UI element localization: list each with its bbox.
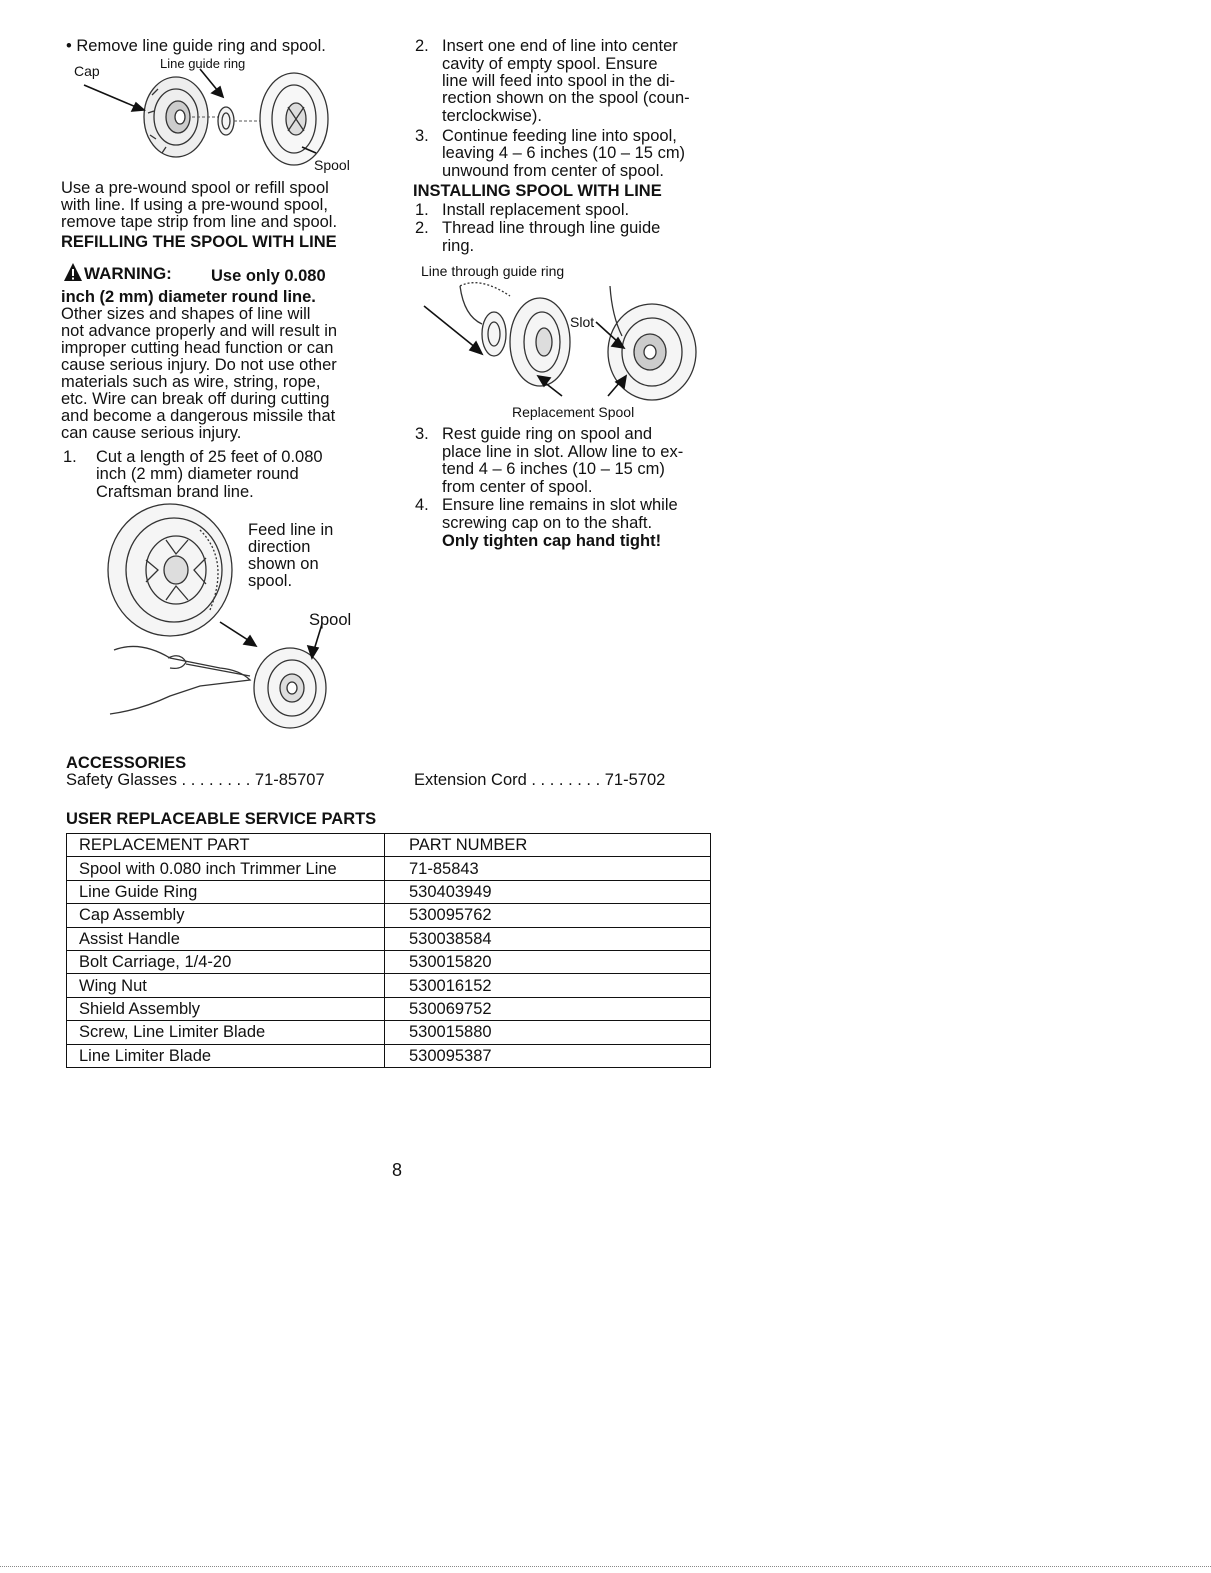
warning-body-line: can cause serious injury.	[61, 424, 242, 442]
install-step3-number: 3.	[415, 425, 429, 443]
step1-line-1: Cut a length of 25 feet of 0.080	[96, 448, 323, 466]
parts-table	[66, 833, 711, 1068]
accessory-safety-glasses: Safety Glasses . . . . . . . . 71-85707	[66, 771, 325, 789]
step2-line: rection shown on the spool (coun-	[442, 89, 690, 107]
warning-body-line: and become a dangerous missile that	[61, 407, 336, 425]
page-number: 8	[392, 1160, 403, 1180]
part-name: Line Guide Ring	[67, 880, 385, 903]
small-spool-illustration	[254, 648, 326, 728]
table-row	[67, 974, 711, 997]
fig3-label-replacement-spool: Replacement Spool	[512, 404, 635, 420]
accessories-heading: ACCESSORIES	[66, 754, 187, 772]
spool-illustration	[260, 73, 328, 165]
step3-line: leaving 4 – 6 inches (10 – 15 cm)	[442, 144, 686, 162]
table-row	[67, 1021, 711, 1044]
warning-body-line: not advance properly and will result in	[61, 322, 338, 340]
warning-triangle-icon	[63, 262, 83, 282]
part-number: 530015820	[385, 950, 711, 973]
install-step4-line: screwing cap on to the shaft.	[442, 514, 653, 532]
bullet-instruction: • Remove line guide ring and spool.	[66, 37, 326, 55]
step1-number: 1.	[63, 448, 77, 466]
part-name: Line Limiter Blade	[67, 1044, 385, 1067]
fig2-label-spool: Spool	[309, 611, 352, 629]
figure-replacement-spool	[420, 276, 720, 406]
install-step2-line: ring.	[442, 237, 475, 255]
parts-heading: USER REPLACEABLE SERVICE PARTS	[66, 810, 377, 828]
step2-line: Insert one end of line into center	[442, 37, 678, 55]
table-row	[67, 904, 711, 927]
step2-line: cavity of empty spool. Ensure	[442, 55, 658, 73]
warning-bold-second: inch (2 mm) diameter round line.	[61, 288, 316, 306]
install-step3-line: tend 4 – 6 inches (10 – 15 cm)	[442, 460, 665, 478]
guide-ring-spool-illustration	[460, 283, 570, 386]
install-step2-number: 2.	[415, 219, 429, 237]
install-step3-line: Rest guide ring on spool and	[442, 425, 653, 443]
step3-line: Continue feeding line into spool,	[442, 127, 677, 145]
table-row	[67, 927, 711, 950]
step1-line-2: inch (2 mm) diameter round	[96, 465, 299, 483]
install-step1-number: 1.	[415, 201, 429, 219]
fig3-label-line-through: Line through guide ring	[421, 263, 565, 279]
part-number: 530069752	[385, 997, 711, 1020]
warning-body-line: etc. Wire can break off during cutting	[61, 390, 330, 408]
install-step1-text: Install replacement spool.	[442, 201, 630, 219]
warning-body-line: cause serious injury. Do not use other	[61, 356, 337, 374]
step2-line: terclockwise).	[442, 107, 542, 125]
install-step4-number: 4.	[415, 496, 429, 514]
warning-body-line: improper cutting head function or can	[61, 339, 334, 357]
column-header-part: REPLACEMENT PART	[67, 834, 385, 857]
fig2-feed-line-2: direction	[248, 538, 311, 556]
part-number: 530403949	[385, 880, 711, 903]
step3-line: unwound from center of spool.	[442, 162, 664, 180]
fig2-feed-line-4: spool.	[248, 572, 293, 590]
table-row	[67, 997, 711, 1020]
large-spool-illustration	[108, 504, 232, 636]
step2-number: 2.	[415, 37, 429, 55]
install-step4-line: Ensure line remains in slot while	[442, 496, 678, 514]
step3-number: 3.	[415, 127, 429, 145]
part-name: Assist Handle	[67, 927, 385, 950]
part-name: Cap Assembly	[67, 904, 385, 927]
table-row	[67, 950, 711, 973]
refilling-heading: REFILLING THE SPOOL WITH LINE	[61, 233, 337, 251]
guide-ring-illustration	[218, 107, 234, 135]
warning-bold-first: Use only 0.080	[211, 267, 326, 285]
column-header-number: PART NUMBER	[385, 834, 711, 857]
part-name: Wing Nut	[67, 974, 385, 997]
part-number: 530015880	[385, 1021, 711, 1044]
warning-body-line: materials such as wire, string, rope,	[61, 373, 321, 391]
part-number: 530016152	[385, 974, 711, 997]
hand-illustration	[110, 646, 250, 714]
install-step4-bold: Only tighten cap hand tight!	[442, 532, 662, 550]
install-step2-line: Thread line through line guide	[442, 219, 661, 237]
install-step3-line: place line in slot. Allow line to ex-	[442, 443, 684, 461]
fig2-feed-line-1: Feed line in	[248, 521, 334, 539]
step2-line: line will feed into spool in the di-	[442, 72, 675, 90]
warning-body-line: Other sizes and shapes of line will	[61, 305, 311, 323]
table-row	[67, 880, 711, 903]
part-name: Bolt Carriage, 1/4-20	[67, 950, 385, 973]
prewound-line-2: with line. If using a pre-wound spool,	[61, 196, 328, 214]
fig3-label-slot: Slot	[570, 314, 595, 330]
fig2-feed-line-3: shown on	[248, 555, 319, 573]
part-number: 530095762	[385, 904, 711, 927]
part-name: Screw, Line Limiter Blade	[67, 1021, 385, 1044]
part-number: 530038584	[385, 927, 711, 950]
fig1-label-line-guide-ring: Line guide ring	[160, 56, 246, 71]
part-name: Shield Assembly	[67, 997, 385, 1020]
part-number: 530095387	[385, 1044, 711, 1067]
warning-label: WARNING:	[84, 264, 172, 283]
part-name: Spool with 0.080 inch Trimmer Line	[67, 857, 385, 880]
install-step3-line: from center of spool.	[442, 478, 593, 496]
fig1-label-cap: Cap	[74, 63, 100, 79]
table-row	[67, 1044, 711, 1067]
page-bottom-edge	[0, 1566, 1211, 1567]
table-header-row	[67, 834, 711, 857]
step1-line-3: Craftsman brand line.	[96, 483, 254, 501]
prewound-line-3: remove tape strip from line and spool.	[61, 213, 338, 231]
installing-heading: INSTALLING SPOOL WITH LINE	[413, 182, 662, 200]
prewound-line-1: Use a pre-wound spool or refill spool	[61, 179, 329, 197]
accessory-extension-cord: Extension Cord . . . . . . . . 71-5702	[414, 771, 666, 789]
fig1-label-spool: Spool	[314, 157, 350, 173]
table-row	[67, 857, 711, 880]
part-number: 71-85843	[385, 857, 711, 880]
